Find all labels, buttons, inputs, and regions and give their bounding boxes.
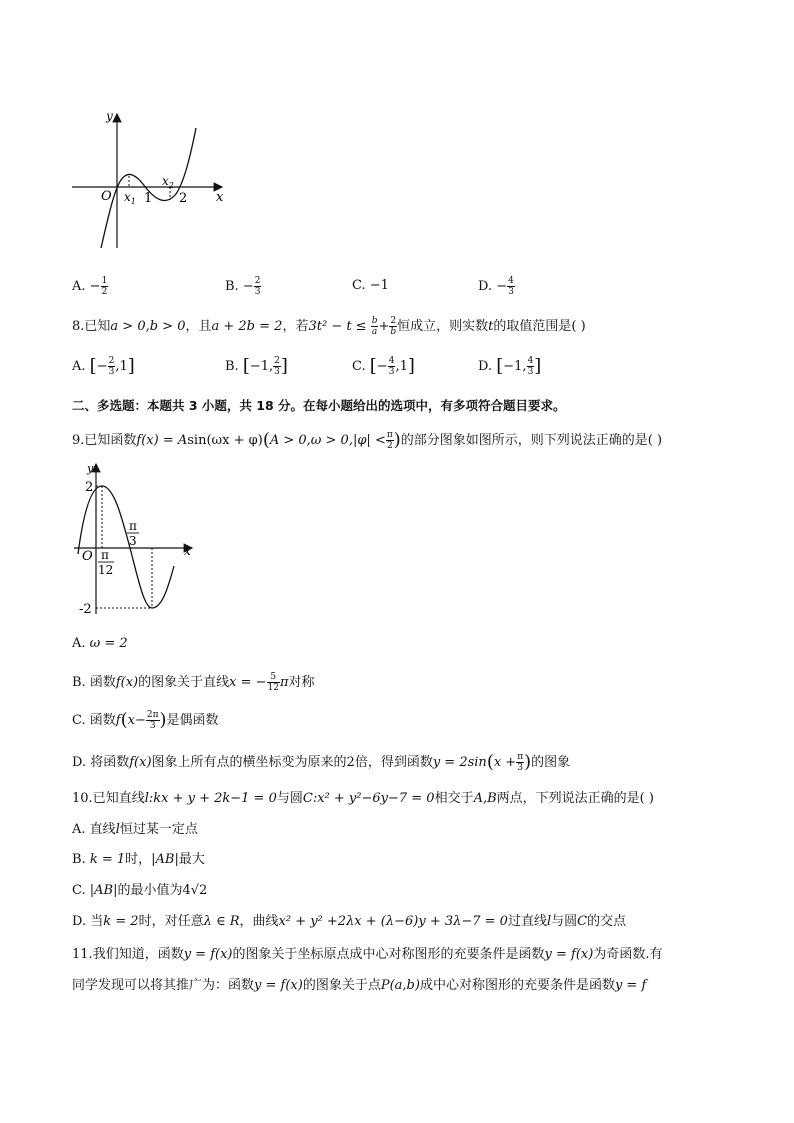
q10-option-c[interactable]: C. |AB|的最小值为4√2	[72, 883, 208, 898]
pi-over-12-den: 12	[98, 563, 114, 577]
y-axis-label: y	[106, 109, 113, 123]
pi-over-3-num: π	[129, 519, 137, 533]
origin-label: O	[82, 549, 93, 564]
q11-line-2: 同学发现可以将其推广为：函数y = f(x)的图象关于点P(a,b)成中心对称图形的充要条件是函数y = f	[72, 978, 647, 993]
q9-option-a[interactable]: A. ω = 2	[72, 636, 128, 651]
max-label: 2	[85, 480, 94, 495]
q10-option-d[interactable]: D. 当k = 2时，对任意λ ∈ R，曲线x² + y² +2λx + (λ−6)y + 3λ−7 = 0过直线l与圆C的交点	[72, 914, 627, 929]
option-letter: D.	[478, 279, 493, 294]
option-letter: C.	[352, 278, 366, 293]
q11-line-1: 11.我们知道，函数y = f(x)的图象关于坐标原点成中心对称图形的充要条件是函数y = f(x)为奇函数.有	[72, 947, 663, 962]
pi-over-12-num: π	[101, 548, 109, 562]
q7-option-b[interactable]	[225, 276, 261, 297]
section-heading: 二、多选题：本题共 3 小题，共 18 分。在每小题给出的选项中，有多项符合题目要求。	[72, 398, 566, 413]
option-value: −1	[369, 278, 389, 293]
fraction: $\frac{1}{2}$	[101, 276, 108, 297]
q8-option-d[interactable]: D. [−1, $\frac{4}{3}$ ]	[478, 355, 542, 377]
q10-option-b[interactable]: B. k = 1时，|AB|最大	[72, 852, 205, 867]
origin-label: O	[101, 189, 112, 204]
fraction: $\frac{2}{3}$	[254, 276, 261, 297]
sine-curve	[78, 486, 174, 608]
x2-label: $x_2$	[162, 174, 174, 190]
sine-graph	[70, 458, 200, 618]
x1-label: $x_1$	[124, 190, 136, 206]
x-axis-label: x	[184, 544, 191, 558]
option-letter: A.	[72, 279, 86, 294]
option-sign: −	[242, 279, 254, 294]
q8-stem: 8.已知a > 0,b > 0，且a + 2b = 2，若3t² − t ≤ $\frac{b}{a}$ + $\frac{2}{b}$ 恒成立，则实数t的取值范围是( )	[72, 316, 586, 337]
y-axis-label: y	[87, 462, 94, 475]
option-sign: −	[496, 279, 508, 294]
q9-option-b[interactable]: B. 函数f(x)的图象关于直线x = − $\frac{5}{12}$ π对称	[72, 672, 315, 693]
q8-option-c[interactable]: C. [− $\frac{4}{3}$ ,1]	[352, 355, 415, 377]
q10-stem: 10.已知直线l:kx + y + 2k−1 = 0与圆C:x² + y²−6y−7 = 0相交于A,B两点，下列说法正确的是( )	[72, 791, 654, 806]
q8-option-a[interactable]: A. [− $\frac{2}{3}$ ,1]	[72, 355, 135, 377]
q9-stem: 9.已知函数f(x) = Asin(ωx + φ)(A > 0,ω > 0,|φ| < $\frac{\pi}{2}$ )的部分图象如图所示，则下列说法正确的是( )	[72, 429, 663, 451]
tick-2-label: 2	[179, 191, 188, 206]
q10-option-a[interactable]: A. 直线l恒过某一定点	[72, 822, 198, 837]
x-axis-label: x	[216, 190, 224, 205]
q7-option-a[interactable]	[72, 276, 108, 297]
pi-over-3-den: 3	[129, 534, 137, 548]
cubic-curve	[101, 128, 196, 248]
q9-option-c[interactable]: C. 函数f(x− $\frac{2\pi}{3}$ )是偶函数	[72, 709, 219, 731]
fraction: $\frac{4}{3}$	[508, 276, 514, 297]
option-sign: −	[89, 279, 101, 294]
min-label: -2	[79, 602, 92, 617]
tick-1-label: 1	[144, 191, 153, 206]
cubic-graph	[66, 108, 236, 253]
q7-option-c[interactable]	[352, 278, 389, 294]
option-letter: B.	[225, 279, 239, 294]
q9-option-d[interactable]: D. 将函数f(x)图象上所有点的横坐标变为原来的2倍，得到函数y = 2sin(x + $\frac{\pi}{3}$ )的图象	[72, 751, 571, 773]
q8-option-b[interactable]: B. [−1, $\frac{2}{3}$ ]	[225, 355, 288, 377]
q7-option-d[interactable]	[478, 276, 515, 297]
